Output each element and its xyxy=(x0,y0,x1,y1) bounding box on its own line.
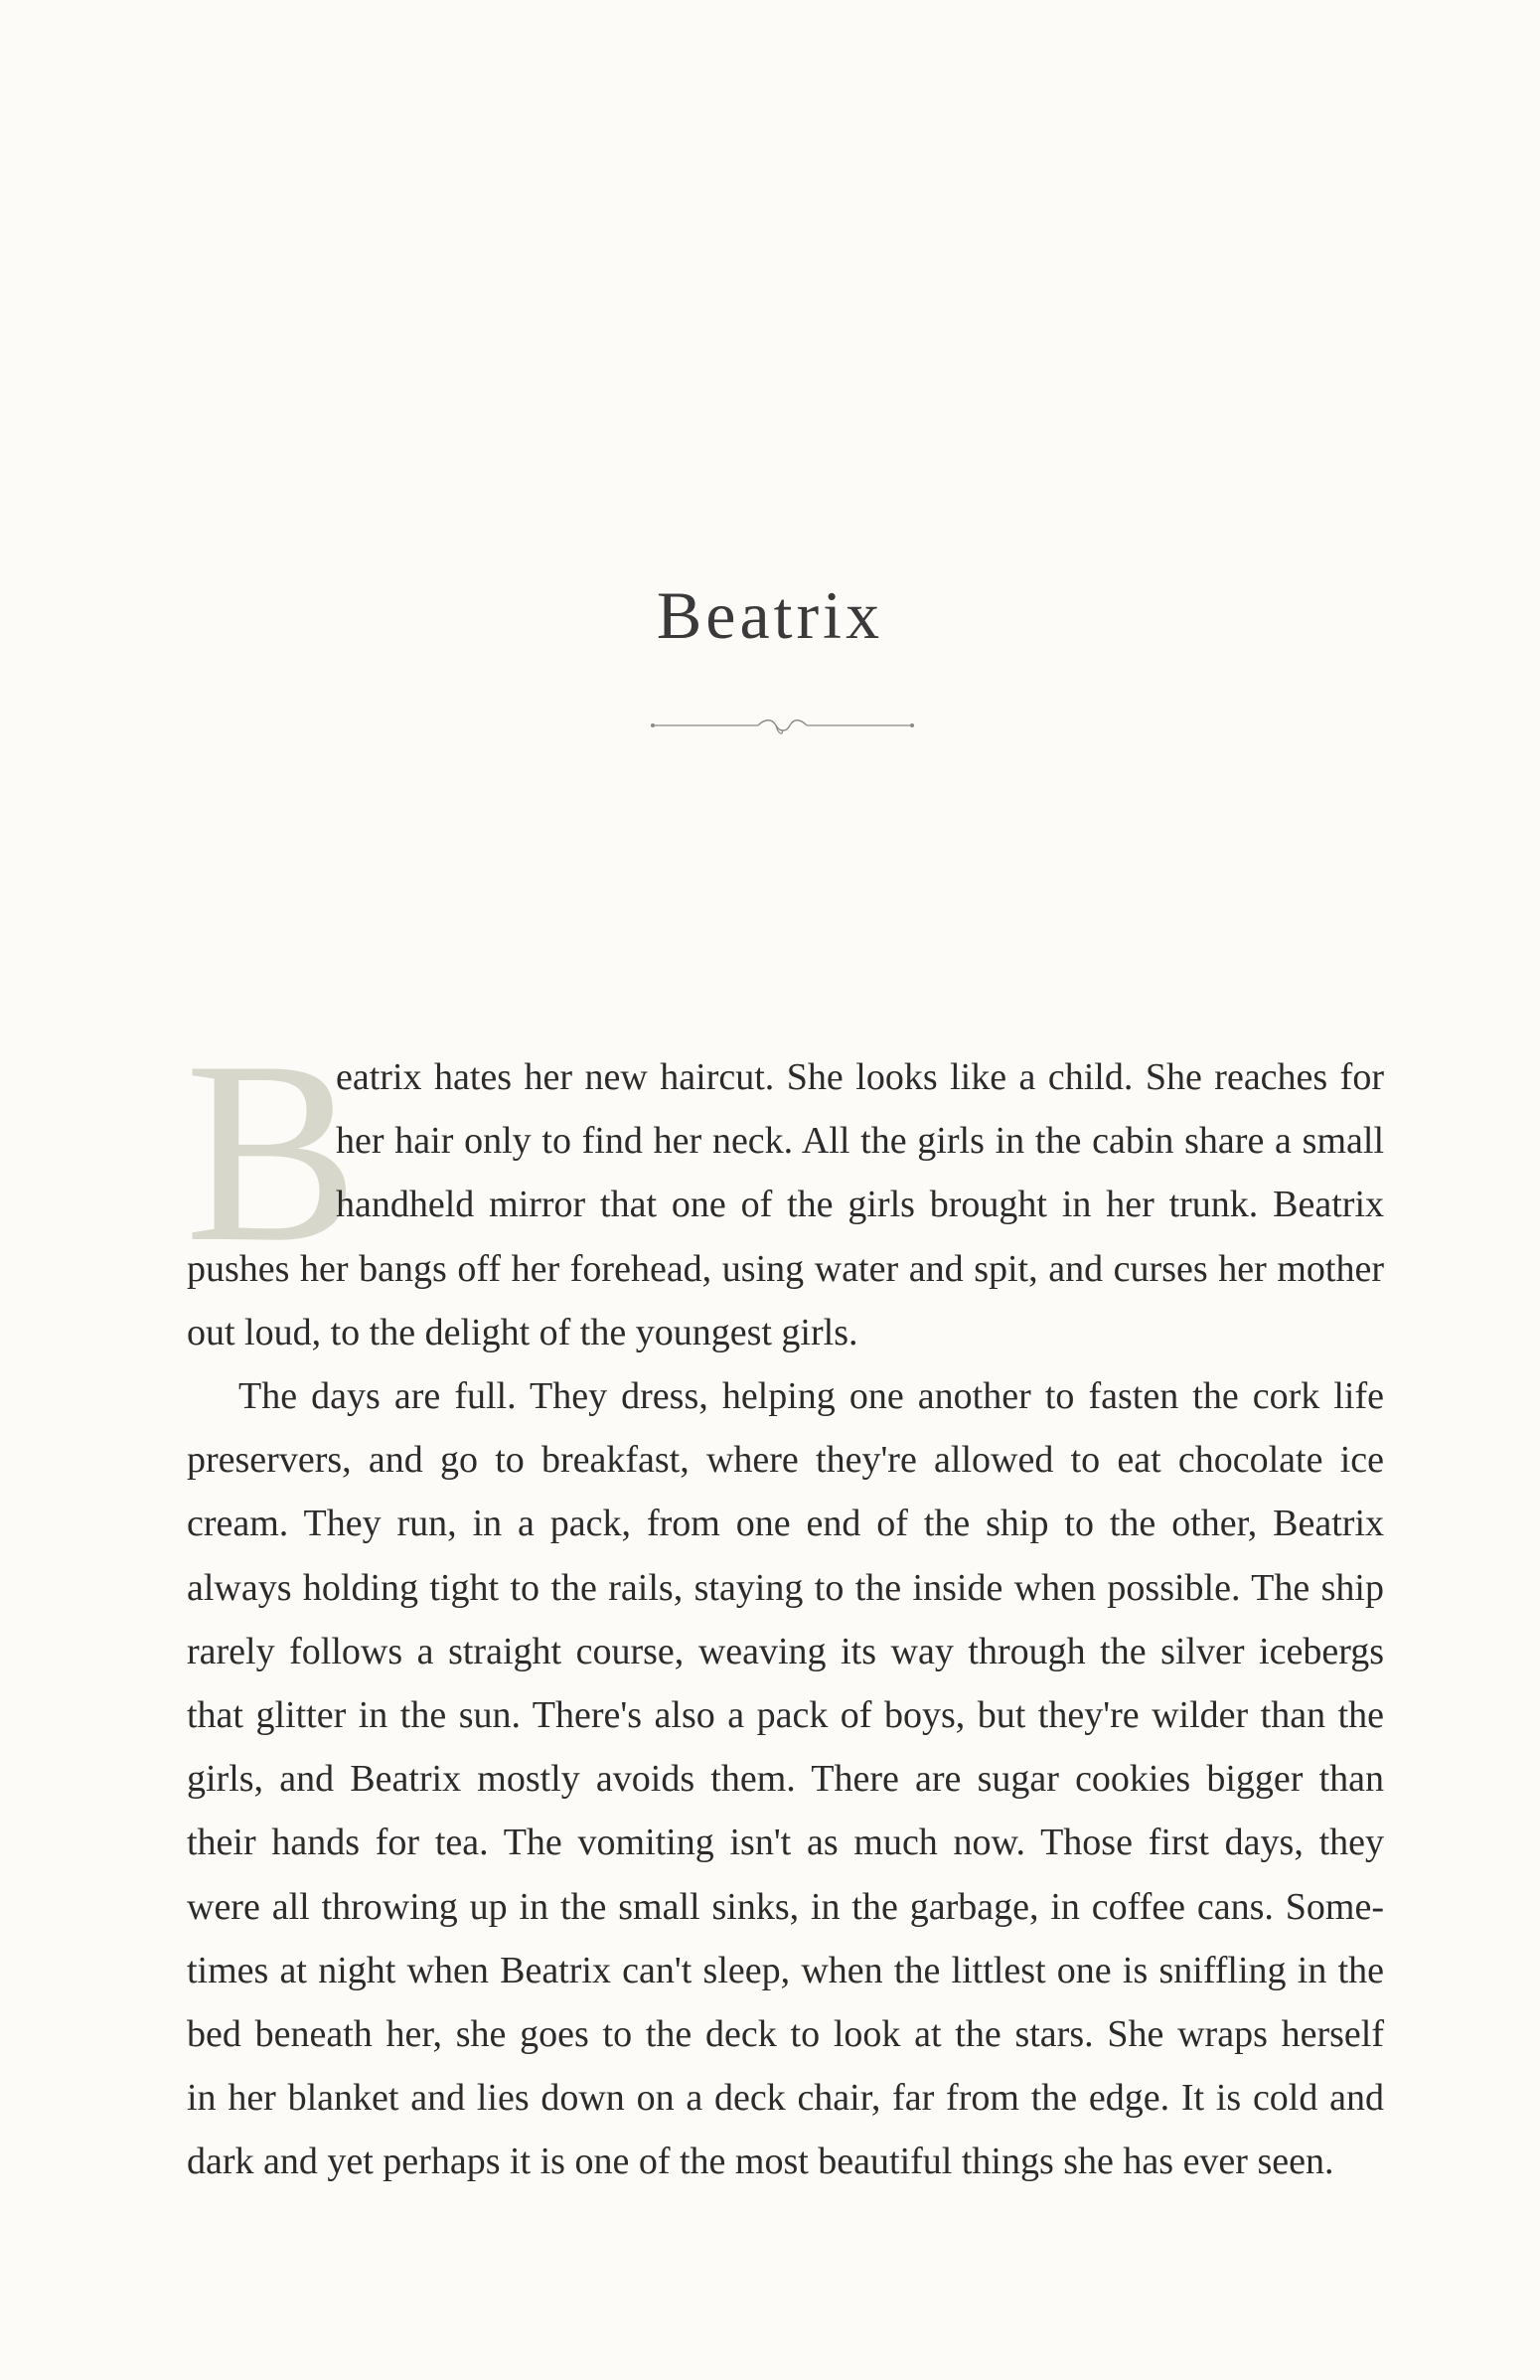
text-line: that glitter in the sun. There's also a pack of boys, but they're wilder than the xyxy=(187,1694,1384,1737)
text-line: were all throwing up in the small sinks, in the garbage, in coffee cans. Some- xyxy=(187,1885,1384,1928)
text-line: pushes her bangs off her forehead, using water and spit, and curses her mother xyxy=(187,1247,1384,1290)
text-line: eatrix hates her new haircut. She looks like a child. She reaches for xyxy=(336,1056,1384,1098)
chapter-title: Beatrix xyxy=(656,577,884,653)
chapter-body xyxy=(185,1008,1384,2194)
text-line: girls, and Beatrix mostly avoids them. There are sugar cookies bigger than xyxy=(187,1758,1384,1801)
text-line: in her blanket and lies down on a deck chair, far from the edge. It is cold and xyxy=(187,2077,1384,2120)
paragraph-1 xyxy=(185,1008,1384,1364)
text-line: preservers, and go to breakfast, where they're allowed to eat chocolate ice xyxy=(187,1439,1384,1482)
text-line: dark and yet perhaps it is one of the most beautiful things she has ever seen. xyxy=(187,2141,1334,2183)
ornament-divider xyxy=(651,711,914,740)
text-line: cream. They run, in a pack, from one end of the ship to the other, Beatrix xyxy=(187,1503,1384,1545)
text-line: times at night when Beatrix can't sleep, when the littlest one is sniffling in the xyxy=(187,1949,1384,1991)
text-line: bed beneath her, she goes to the deck to look at the stars. She wraps herself xyxy=(187,2013,1384,2056)
text-line: always holding tight to the rails, staying to the inside when possible. The ship xyxy=(187,1566,1384,1609)
text-line: their hands for tea. The vomiting isn't as much now. Those first days, they xyxy=(187,1822,1384,1864)
text-line: handheld mirror that one of the girls brought in her trunk. Beatrix xyxy=(336,1184,1384,1226)
paragraph-2 xyxy=(187,1364,1384,2194)
text-line: The days are full. They dress, helping one another to fasten the cork life xyxy=(238,1375,1384,1418)
text-line: out loud, to the delight of the youngest girls. xyxy=(187,1311,858,1353)
text-line: rarely follows a straight course, weaving its way through the silver icebergs xyxy=(187,1630,1384,1672)
drop-cap: B xyxy=(185,1008,359,1296)
text-line: her hair only to find her neck. All the girls in the cabin share a small xyxy=(336,1120,1384,1163)
